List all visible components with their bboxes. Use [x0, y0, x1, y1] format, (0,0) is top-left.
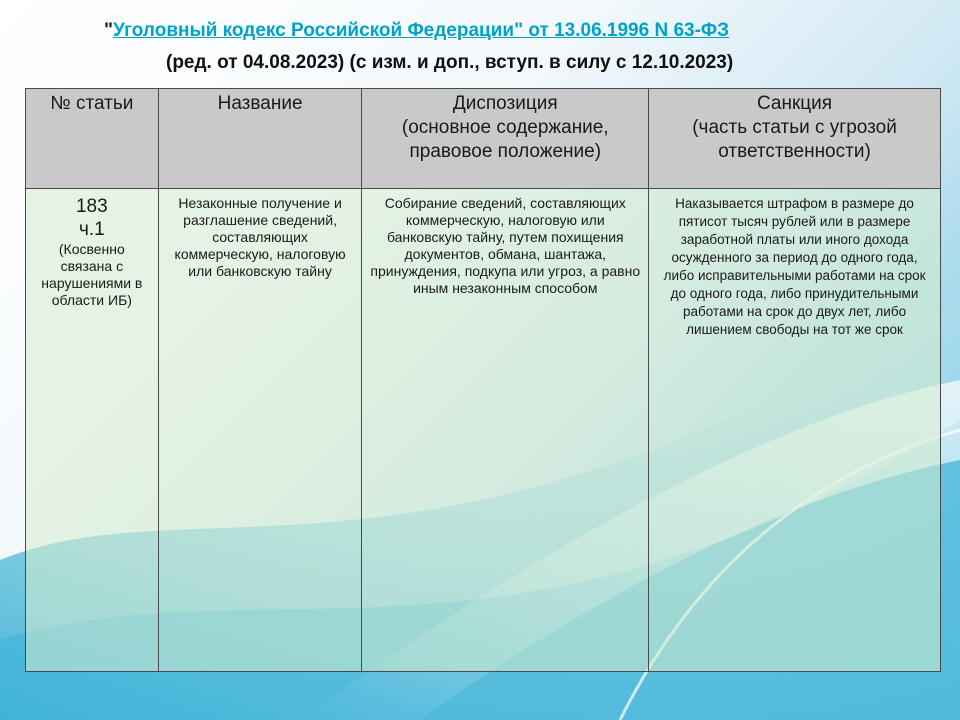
- article-part: ч.1: [78, 219, 105, 240]
- cell-disposition: [362, 189, 649, 672]
- title-line-1: [104, 20, 729, 42]
- article-number: 183: [75, 196, 108, 217]
- title-subtitle: (ред. от 04.08.2023) (с изм. и доп., вступ. в силу с 12.10.2023): [166, 52, 734, 73]
- cell-name: [158, 189, 362, 672]
- table-header-row: [26, 89, 941, 189]
- article-name: Незаконные получение и разглашение сведений, составляющих коммерческую, налоговую или банковскую тайну: [174, 195, 346, 279]
- law-link[interactable]: Уголовный кодекс Российской Федерации" от 13.06.1996 N 63-ФЗ: [113, 20, 730, 41]
- title-quote: ": [104, 20, 114, 41]
- header-article-number: [26, 89, 159, 189]
- article-sanction: Наказывается штрафом в размере до пятисот тысяч рублей или в размере заработной платы или иного дохода осужденного за период до одного года, либо исправительными работами на срок до одного года, либо принудительными работами на срок до двух лет, либо лишением свободы на тот же срок: [663, 196, 926, 337]
- article-disposition: Собирание сведений, составляющих коммерческую, налоговую или банковскую тайну, путем похищения документов, обмана, шантажа, принуждения, подкупа или угроз, а равно иным незаконным способом: [370, 195, 641, 296]
- header-sanction: [649, 89, 941, 189]
- header-article-number-text: № статьи: [50, 93, 134, 114]
- law-table: [25, 88, 941, 672]
- header-disposition-text: Диспозиция (основное содержание, правовое положение): [401, 93, 609, 162]
- cell-sanction: [649, 189, 941, 672]
- table-row: [26, 189, 941, 672]
- header-name: [158, 89, 362, 189]
- header-name-text: Название: [217, 93, 303, 114]
- cell-article: [26, 189, 159, 672]
- header-disposition: [362, 89, 649, 189]
- header-sanction-text: Санкция (часть статьи с угрозой ответственности): [692, 93, 897, 162]
- article-note: (Косвенно связана с нарушениями в области ИБ): [41, 241, 143, 308]
